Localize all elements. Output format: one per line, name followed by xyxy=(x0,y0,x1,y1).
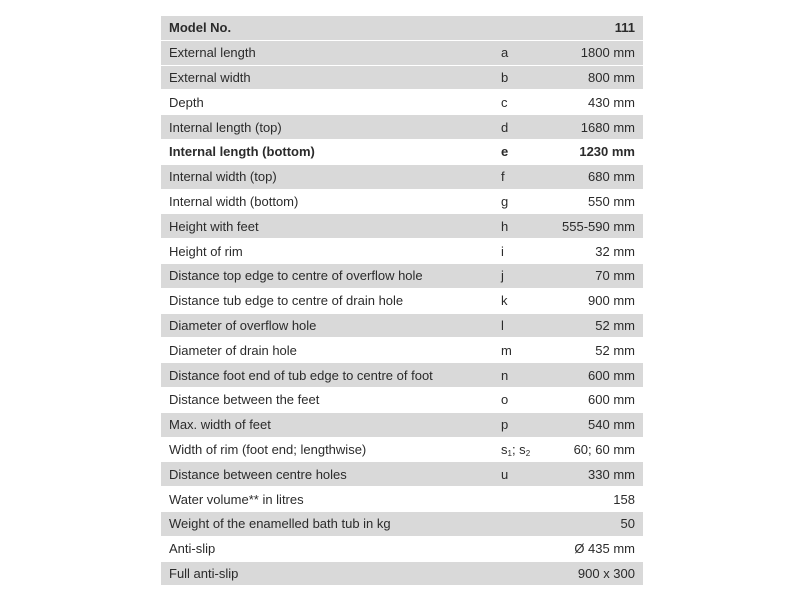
parameter-cell: Distance between centre holes xyxy=(161,462,497,487)
parameter-cell: Distance top edge to centre of overflow hole xyxy=(161,263,497,288)
symbol-part: ; s xyxy=(511,441,526,457)
parameter-cell: Diameter of drain hole xyxy=(161,338,497,363)
table-row xyxy=(161,65,643,90)
model-no-value: 111 xyxy=(549,16,643,40)
value-cell: 600 mm xyxy=(549,387,643,412)
parameter-cell: Internal length (bottom) xyxy=(161,139,497,164)
value-cell: 680 mm xyxy=(549,164,643,189)
table-row xyxy=(161,239,643,264)
parameter-cell: Diameter of overflow hole xyxy=(161,313,497,338)
symbol-cell: c xyxy=(497,90,549,115)
parameter-cell: Anti-slip xyxy=(161,536,497,561)
symbol-cell: h xyxy=(497,214,549,239)
parameter-cell: Distance between the feet xyxy=(161,387,497,412)
value-cell: 600 mm xyxy=(549,363,643,388)
symbol-cell: f xyxy=(497,164,549,189)
value-cell: 52 mm xyxy=(549,338,643,363)
value-cell: 1230 mm xyxy=(549,139,643,164)
symbol-cell: n xyxy=(497,363,549,388)
value-cell: 550 mm xyxy=(549,189,643,214)
parameter-cell: Water volume** in litres xyxy=(161,487,497,512)
table-row xyxy=(161,487,643,512)
parameter-cell: External width xyxy=(161,65,497,90)
table-row xyxy=(161,363,643,388)
table-row xyxy=(161,511,643,536)
table-row xyxy=(161,214,643,239)
symbol-cell: o xyxy=(497,387,549,412)
symbol-cell: m xyxy=(497,338,549,363)
symbol-cell: j xyxy=(497,263,549,288)
symbol-cell: e xyxy=(497,139,549,164)
table-row xyxy=(161,338,643,363)
table-row xyxy=(161,412,643,437)
value-cell: 70 mm xyxy=(549,263,643,288)
table-row xyxy=(161,536,643,561)
symbol-cell: d xyxy=(497,115,549,140)
parameter-cell: Internal width (bottom) xyxy=(161,189,497,214)
symbol-cell: i xyxy=(497,239,549,264)
value-cell: 900 x 300 xyxy=(549,561,643,586)
symbol-cell: b xyxy=(497,65,549,90)
value-cell: 50 xyxy=(549,511,643,536)
symbol-part: s xyxy=(501,441,508,457)
parameter-cell: Depth xyxy=(161,90,497,115)
parameter-cell: Distance tub edge to centre of drain hole xyxy=(161,288,497,313)
table-row xyxy=(161,313,643,338)
table-row xyxy=(161,462,643,487)
parameter-cell: Distance foot end of tub edge to centre of foot xyxy=(161,363,497,388)
table-row xyxy=(161,437,643,462)
header-symbol-cell xyxy=(497,16,549,40)
value-cell: 1800 mm xyxy=(549,40,643,65)
value-cell: 158 xyxy=(549,487,643,512)
value-cell: 430 mm xyxy=(549,90,643,115)
value-cell: 555-590 mm xyxy=(549,214,643,239)
value-cell: 1680 mm xyxy=(549,115,643,140)
parameter-cell: External length xyxy=(161,40,497,65)
parameter-cell: Max. width of feet xyxy=(161,412,497,437)
table-row xyxy=(161,288,643,313)
symbol-cell xyxy=(497,536,549,561)
symbol-cell: a xyxy=(497,40,549,65)
table-row xyxy=(161,40,643,65)
symbol-subscript: 2 xyxy=(525,448,531,458)
table-row xyxy=(161,561,643,586)
symbol-cell xyxy=(497,487,549,512)
parameter-cell: Full anti-slip xyxy=(161,561,497,586)
value-cell: 60; 60 mm xyxy=(549,437,643,462)
symbol-cell xyxy=(497,511,549,536)
table-row xyxy=(161,90,643,115)
value-cell: Ø 435 mm xyxy=(549,536,643,561)
symbol-cell: u xyxy=(497,462,549,487)
value-cell: 330 mm xyxy=(549,462,643,487)
symbol-cell xyxy=(497,437,549,462)
value-cell: 32 mm xyxy=(549,239,643,264)
value-cell: 800 mm xyxy=(549,65,643,90)
symbol-cell xyxy=(497,561,549,586)
table-row xyxy=(161,189,643,214)
symbol-cell: l xyxy=(497,313,549,338)
parameter-cell: Internal width (top) xyxy=(161,164,497,189)
parameter-cell: Weight of the enamelled bath tub in kg xyxy=(161,511,497,536)
model-no-label: Model No. xyxy=(161,16,497,40)
parameter-cell: Width of rim (foot end; lengthwise) xyxy=(161,437,497,462)
parameter-cell: Height of rim xyxy=(161,239,497,264)
table-header-row xyxy=(161,16,643,40)
bathtub-spec-table xyxy=(161,16,643,586)
table-row xyxy=(161,387,643,412)
symbol-subscript: 1 xyxy=(507,448,512,458)
value-cell: 52 mm xyxy=(549,313,643,338)
symbol-cell: g xyxy=(497,189,549,214)
parameter-cell: Height with feet xyxy=(161,214,497,239)
value-cell: 900 mm xyxy=(549,288,643,313)
symbol-cell: p xyxy=(497,412,549,437)
table-row xyxy=(161,263,643,288)
table-row xyxy=(161,164,643,189)
table-row xyxy=(161,115,643,140)
table-row-highlighted xyxy=(161,139,643,164)
value-cell: 540 mm xyxy=(549,412,643,437)
symbol-cell: k xyxy=(497,288,549,313)
parameter-cell: Internal length (top) xyxy=(161,115,497,140)
